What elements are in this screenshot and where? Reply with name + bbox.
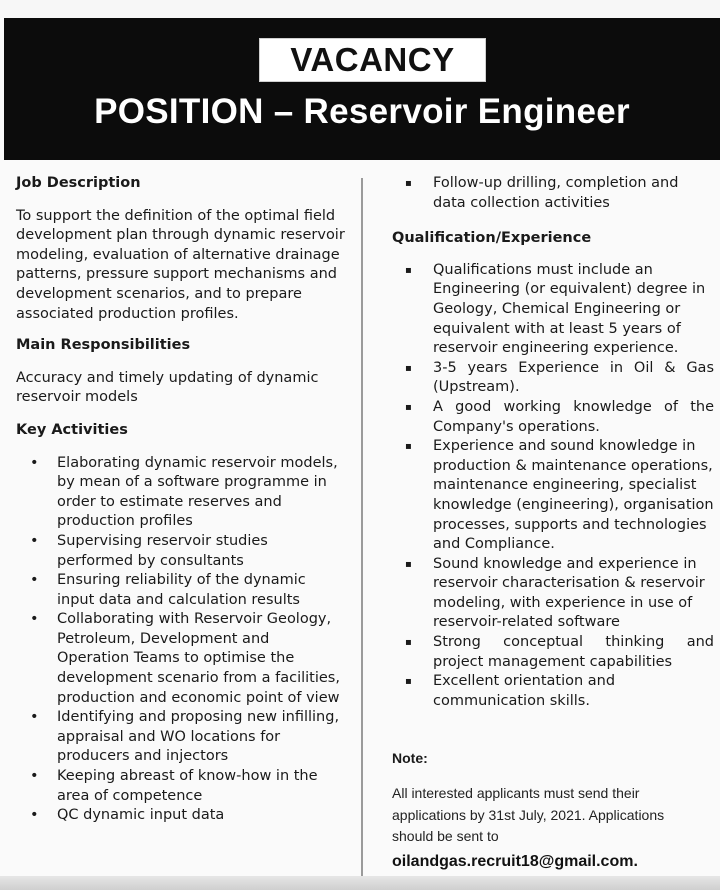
list-item: ▪ Strong conceptual thinking and project management capabilities [392, 633, 714, 672]
list-item: • Identifying and proposing new infilling, appraisal and WO locations for producers and injectors [16, 708, 346, 767]
qualification-heading: Qualification/Experience [392, 230, 592, 247]
list-item: ▪ Qualifications must include an Engineering (or equivalent) degree in Geology, Chemical Engineering or equivalent with at least 5 years of reservoir engineering experience. [392, 261, 714, 359]
column-divider [361, 178, 363, 876]
continued-activities-list [392, 174, 714, 213]
header-banner [4, 18, 720, 160]
note-text: All interested applicants must send their applications by 31st July, 2021. Applications should be sent to [392, 785, 665, 845]
list-item: • QC dynamic input data [16, 806, 346, 826]
note-heading: Note: [392, 750, 428, 767]
top-margin [0, 0, 720, 18]
list-item: ▪ Excellent orientation and communication skills. [392, 672, 714, 711]
list-item: • Collaborating with Reservoir Geology, Petroleum, Development and Operation Teams to optimise the development scenario from a facilities, production and economic point of view [16, 610, 346, 708]
list-item: ▪ Sound knowledge and experience in reservoir characterisation & reservoir modeling, with experience in use of reservoir-related software [392, 555, 714, 633]
position-title: POSITION – Reservoir Engineer [94, 92, 630, 131]
main-responsibilities-heading: Main Responsibilities [16, 337, 191, 354]
list-item: ▪ Experience and sound knowledge in production & maintenance operations, maintenance engineering, specialist knowledge (engineering), organisation processes, supports and technologies and Compliance. [392, 437, 714, 555]
list-item: • Elaborating dynamic reservoir models, by mean of a software programme in order to estimate reserves and production profiles [16, 454, 346, 532]
list-item: • Ensuring reliability of the dynamic input data and calculation results [16, 571, 346, 610]
vacancy-title: VACANCY [290, 41, 455, 78]
job-description-text: To support the definition of the optimal field development plan through dynamic reservoir modeling, evaluation of alternative drainage patterns, pressure support mechanisms and development scenarios, and to prepare associated production profiles. [16, 207, 345, 322]
vacancy-box [259, 38, 486, 82]
job-description-heading: Job Description [16, 175, 141, 191]
right-column [392, 174, 714, 871]
list-item: ▪ Follow-up drilling, completion and data collection activities [392, 174, 714, 213]
bottom-edge [0, 876, 720, 890]
main-responsibilities-text: Accuracy and timely updating of dynamic reservoir models [16, 369, 319, 406]
left-column [16, 174, 346, 826]
list-item: ▪ 3-5 years Experience in Oil & Gas (Upstream). [392, 359, 714, 398]
list-item: • Supervising reservoir studies performed by consultants [16, 532, 346, 571]
list-item: ▪ A good working knowledge of the Company's operations. [392, 398, 714, 437]
key-activities-list [16, 454, 346, 826]
list-item: • Keeping abreast of know-how in the area of competence [16, 767, 346, 806]
key-activities-heading: Key Activities [16, 421, 128, 438]
contact-email: oilandgas.recruit18@gmail.com. [392, 852, 638, 870]
qualifications-list [392, 261, 714, 712]
